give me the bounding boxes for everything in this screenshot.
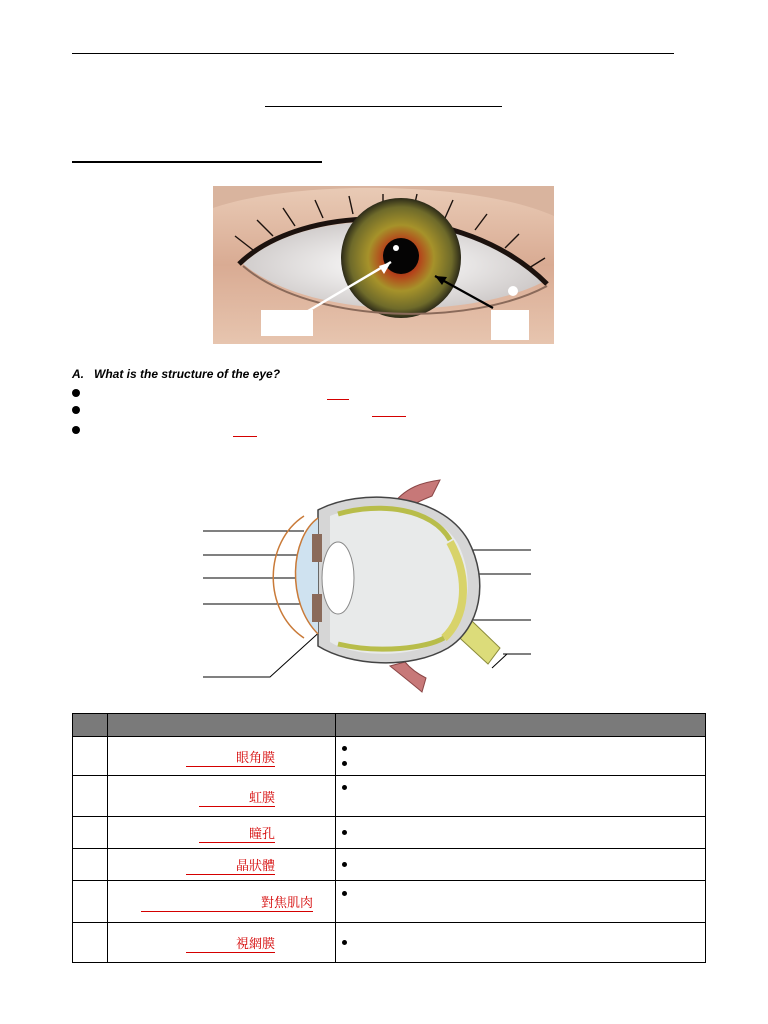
bullet-dot-icon xyxy=(342,785,347,790)
part-name: 虹膜 xyxy=(199,791,275,807)
function-cell xyxy=(336,737,706,776)
header-cell-index xyxy=(73,714,108,737)
part-name-cell xyxy=(108,849,336,881)
function-cell xyxy=(336,849,706,881)
bullet-dot-icon xyxy=(342,746,347,751)
index-cell xyxy=(73,849,108,881)
answer-blank xyxy=(372,416,406,417)
table-row xyxy=(73,737,706,776)
table-row xyxy=(73,776,706,817)
part-name-cell xyxy=(108,881,336,923)
part-name: 眼角膜 xyxy=(186,751,275,767)
bullet-dot-icon xyxy=(72,406,80,414)
table-row xyxy=(73,923,706,963)
title-blank-line xyxy=(265,106,502,107)
part-name: 瞳孔 xyxy=(199,827,275,843)
index-cell xyxy=(73,776,108,817)
index-cell xyxy=(73,817,108,849)
part-name: 視網膜 xyxy=(186,937,275,953)
bullet-dot-icon xyxy=(342,830,347,835)
table-row xyxy=(73,881,706,923)
bullet-item-3 xyxy=(72,424,472,438)
function-cell xyxy=(336,776,706,817)
header-cell-function xyxy=(336,714,706,737)
answer-blank xyxy=(233,436,257,437)
answer-blank xyxy=(327,399,349,400)
bullet-item-1 xyxy=(72,387,472,401)
part-name-cell xyxy=(108,817,336,849)
table-header-row xyxy=(73,714,706,737)
bullet-dot-icon xyxy=(72,426,80,434)
part-name-cell xyxy=(108,737,336,776)
index-cell xyxy=(73,923,108,963)
index-cell xyxy=(73,881,108,923)
part-name-cell xyxy=(108,776,336,817)
section-question: What is the structure of the eye? xyxy=(94,367,281,381)
bullet-dot-icon xyxy=(72,389,80,397)
index-cell xyxy=(73,737,108,776)
eye-parts-table xyxy=(72,713,706,963)
eye-photo xyxy=(213,186,554,344)
section-marker: A. xyxy=(72,367,84,381)
bullet-dot-icon xyxy=(342,891,347,896)
table-row xyxy=(73,849,706,881)
header-rule xyxy=(72,53,674,54)
bullet-item-2 xyxy=(72,404,472,418)
eye-diagram xyxy=(200,478,540,693)
subtitle-blank-line xyxy=(72,161,322,163)
function-cell xyxy=(336,817,706,849)
table-row xyxy=(73,817,706,849)
header-cell-part xyxy=(108,714,336,737)
part-name-cell xyxy=(108,923,336,963)
section-heading xyxy=(72,367,280,381)
function-cell xyxy=(336,881,706,923)
bullet-dot-icon xyxy=(342,761,347,766)
part-name: 對焦肌肉 xyxy=(141,896,313,912)
bullet-dot-icon xyxy=(342,940,347,945)
bullet-dot-icon xyxy=(342,862,347,867)
part-name: 晶狀體 xyxy=(186,859,275,875)
function-cell xyxy=(336,923,706,963)
